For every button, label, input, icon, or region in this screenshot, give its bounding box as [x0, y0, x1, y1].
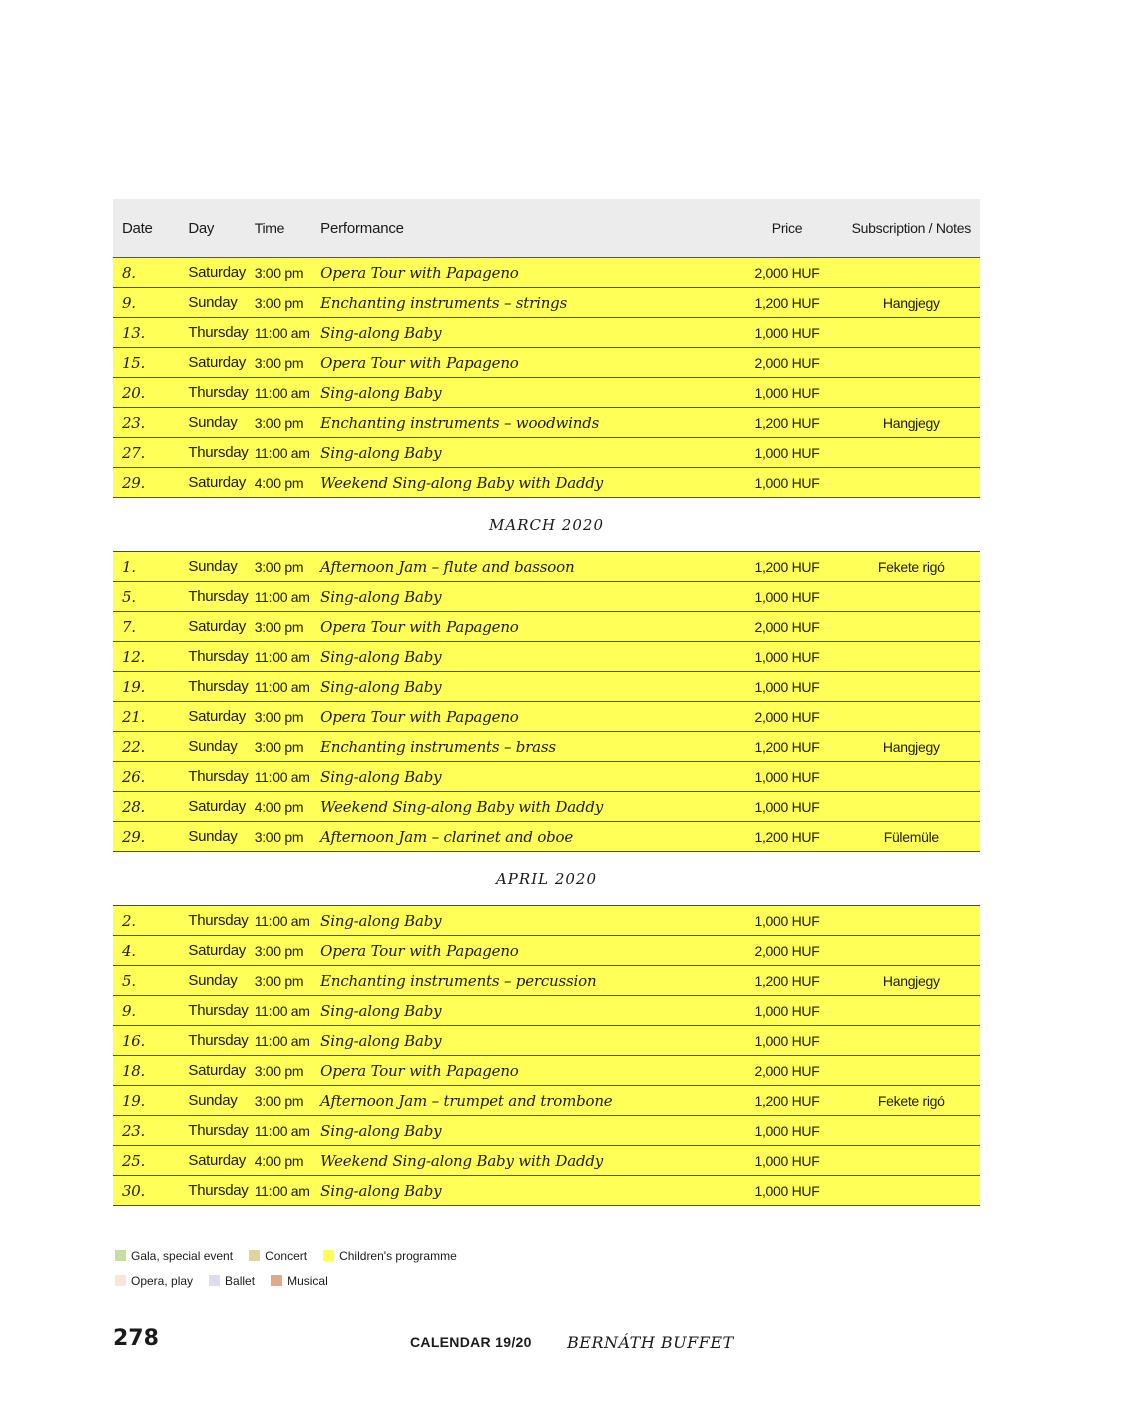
cell-time: 11:00 am — [254, 678, 310, 695]
legend-swatch — [115, 1250, 126, 1261]
cell-date: 2. — [122, 911, 136, 930]
legend-swatch — [249, 1250, 260, 1261]
cell-performance: Weekend Sing-along Baby with Daddy — [320, 1151, 604, 1170]
cell-day: Thursday — [188, 648, 249, 665]
cell-day: Sunday — [188, 558, 238, 575]
table-row — [113, 408, 980, 438]
legend-label: Children's programme — [339, 1248, 457, 1263]
legend-label: Gala, special event — [131, 1248, 234, 1263]
cell-date: 25. — [122, 1151, 145, 1170]
cell-price: 1,000 HUF — [754, 474, 820, 491]
cell-performance: Sing-along Baby — [320, 1001, 442, 1020]
cell-price: 1,000 HUF — [754, 678, 820, 695]
legend-label: Ballet — [225, 1273, 256, 1288]
calendar-table — [113, 199, 980, 1206]
cell-time: 11:00 am — [254, 1182, 310, 1199]
cell-time: 11:00 am — [254, 912, 310, 929]
cell-day: Saturday — [188, 1152, 246, 1169]
cell-date: 29. — [122, 473, 145, 492]
header-price: Price — [771, 220, 803, 236]
cell-time: 11:00 am — [254, 648, 310, 665]
table-row — [113, 438, 980, 468]
cell-time: 3:00 pm — [254, 1092, 304, 1109]
cell-day: Saturday — [188, 798, 246, 815]
table-row — [113, 792, 980, 822]
cell-day: Thursday — [188, 324, 249, 341]
table-row — [113, 612, 980, 642]
cell-date: 26. — [122, 767, 145, 786]
cell-notes: Fülemüle — [883, 828, 939, 845]
cell-date: 9. — [122, 293, 136, 312]
cell-day: Sunday — [188, 294, 238, 311]
cell-performance: Sing-along Baby — [320, 383, 442, 402]
cell-time: 3:00 pm — [254, 264, 304, 281]
cell-performance: Weekend Sing-along Baby with Daddy — [320, 473, 604, 492]
cell-date: 30. — [122, 1181, 145, 1200]
cell-time: 3:00 pm — [254, 618, 304, 635]
cell-day: Thursday — [188, 678, 249, 695]
cell-performance: Opera Tour with Papageno — [320, 263, 519, 282]
page-number: 278 — [113, 1326, 159, 1351]
header-time: Time — [254, 220, 285, 236]
cell-performance: Opera Tour with Papageno — [320, 1061, 519, 1080]
legend-item — [115, 1249, 233, 1263]
cell-date: 7. — [122, 617, 136, 636]
cell-performance: Sing-along Baby — [320, 767, 442, 786]
header-day: Day — [188, 219, 215, 237]
cell-price: 2,000 HUF — [754, 1062, 820, 1079]
table-row — [113, 468, 980, 498]
legend-swatch — [115, 1275, 126, 1286]
cell-day: Thursday — [188, 444, 249, 461]
cell-price: 1,200 HUF — [754, 828, 820, 845]
table-row — [113, 732, 980, 762]
cell-performance: Sing-along Baby — [320, 911, 442, 930]
cell-price: 1,000 HUF — [754, 768, 820, 785]
cell-performance: Enchanting instruments – woodwinds — [320, 413, 600, 432]
cell-day: Thursday — [188, 1002, 249, 1019]
legend-swatch — [323, 1250, 334, 1261]
cell-notes: Fekete rigó — [877, 558, 945, 575]
legend-swatch — [271, 1275, 282, 1286]
cell-performance: Sing-along Baby — [320, 677, 442, 696]
table-row — [113, 258, 980, 288]
table-row — [113, 1146, 980, 1176]
cell-time: 11:00 am — [254, 1002, 310, 1019]
cell-price: 1,000 HUF — [754, 912, 820, 929]
cell-day: Thursday — [188, 1182, 249, 1199]
month-title-march: MARCH 2020 — [489, 515, 604, 534]
april-rows — [113, 905, 980, 1206]
cell-price: 1,200 HUF — [754, 294, 820, 311]
cell-time: 3:00 pm — [254, 1062, 304, 1079]
cell-price: 1,000 HUF — [754, 588, 820, 605]
cell-notes: Hangjegy — [882, 294, 940, 311]
cell-price: 1,000 HUF — [754, 1032, 820, 1049]
cell-time: 3:00 pm — [254, 294, 304, 311]
table-row — [113, 642, 980, 672]
cell-date: 12. — [122, 647, 145, 666]
table-row — [113, 702, 980, 732]
cell-notes: Hangjegy — [882, 972, 940, 989]
footer-calendar: CALENDAR 19/20 — [410, 1334, 532, 1350]
legend-row — [115, 1243, 473, 1268]
cell-day: Saturday — [188, 354, 246, 371]
cell-date: 13. — [122, 323, 145, 342]
cell-performance: Sing-along Baby — [320, 647, 442, 666]
cell-time: 11:00 am — [254, 1032, 310, 1049]
cell-notes: Hangjegy — [882, 414, 940, 431]
cell-date: 28. — [122, 797, 145, 816]
cell-time: 11:00 am — [254, 324, 310, 341]
cell-performance: Sing-along Baby — [320, 1121, 442, 1140]
cell-day: Thursday — [188, 768, 249, 785]
cell-performance: Opera Tour with Papageno — [320, 941, 519, 960]
table-row — [113, 1176, 980, 1206]
cell-time: 3:00 pm — [254, 354, 304, 371]
cell-date: 4. — [122, 941, 136, 960]
cell-notes: Fekete rigó — [877, 1092, 945, 1109]
cell-time: 11:00 am — [254, 1122, 310, 1139]
cell-time: 4:00 pm — [254, 798, 304, 815]
cell-performance: Sing-along Baby — [320, 1031, 442, 1050]
cell-price: 1,200 HUF — [754, 1092, 820, 1109]
cell-day: Thursday — [188, 588, 249, 605]
cell-day: Saturday — [188, 708, 246, 725]
cell-performance: Opera Tour with Papageno — [320, 617, 519, 636]
table-row — [113, 966, 980, 996]
cell-performance: Weekend Sing-along Baby with Daddy — [320, 797, 604, 816]
cell-day: Thursday — [188, 384, 249, 401]
cell-price: 2,000 HUF — [754, 708, 820, 725]
cell-date: 23. — [122, 1121, 145, 1140]
table-row — [113, 672, 980, 702]
february-rows — [113, 258, 980, 498]
cell-day: Saturday — [188, 1062, 246, 1079]
cell-time: 11:00 am — [254, 444, 310, 461]
cell-time: 11:00 am — [254, 384, 310, 401]
cell-performance: Afternoon Jam – clarinet and oboe — [320, 827, 574, 846]
table-row — [113, 936, 980, 966]
cell-time: 3:00 pm — [254, 558, 304, 575]
table-row — [113, 318, 980, 348]
table-row — [113, 1086, 980, 1116]
cell-date: 9. — [122, 1001, 136, 1020]
cell-performance: Sing-along Baby — [320, 587, 442, 606]
table-row — [113, 1026, 980, 1056]
cell-price: 2,000 HUF — [754, 354, 820, 371]
cell-price: 2,000 HUF — [754, 264, 820, 281]
cell-day: Saturday — [188, 474, 246, 491]
month-title-april: APRIL 2020 — [495, 869, 598, 888]
cell-price: 2,000 HUF — [754, 942, 820, 959]
cell-day: Saturday — [188, 618, 246, 635]
cell-performance: Enchanting instruments – strings — [320, 293, 568, 312]
cell-performance: Sing-along Baby — [320, 443, 442, 462]
cell-price: 2,000 HUF — [754, 618, 820, 635]
cell-date: 19. — [122, 1091, 145, 1110]
cell-date: 5. — [122, 587, 136, 606]
cell-price: 1,000 HUF — [754, 444, 820, 461]
cell-day: Sunday — [188, 1092, 238, 1109]
cell-day: Sunday — [188, 738, 238, 755]
cell-time: 3:00 pm — [254, 738, 304, 755]
legend-row — [115, 1268, 473, 1293]
cell-date: 15. — [122, 353, 145, 372]
table-row — [113, 348, 980, 378]
cell-time: 4:00 pm — [254, 1152, 304, 1169]
cell-date: 1. — [122, 557, 136, 576]
cell-day: Sunday — [188, 828, 238, 845]
cell-time: 3:00 pm — [254, 828, 304, 845]
table-row — [113, 1056, 980, 1086]
cell-date: 16. — [122, 1031, 145, 1050]
cell-price: 1,000 HUF — [754, 798, 820, 815]
cell-price: 1,000 HUF — [754, 1152, 820, 1169]
header-date: Date — [122, 219, 153, 237]
cell-time: 11:00 am — [254, 588, 310, 605]
cell-performance: Afternoon Jam – flute and bassoon — [320, 557, 575, 576]
cell-time: 11:00 am — [254, 768, 310, 785]
cell-price: 1,000 HUF — [754, 1182, 820, 1199]
legend-item — [271, 1274, 328, 1288]
cell-performance: Opera Tour with Papageno — [320, 353, 519, 372]
table-header — [113, 199, 980, 258]
cell-day: Saturday — [188, 264, 246, 281]
cell-price: 1,200 HUF — [754, 558, 820, 575]
cell-price: 1,000 HUF — [754, 1122, 820, 1139]
cell-price: 1,200 HUF — [754, 972, 820, 989]
cell-price: 1,200 HUF — [754, 738, 820, 755]
table-row — [113, 822, 980, 852]
cell-date: 23. — [122, 413, 145, 432]
legend-label: Musical — [287, 1273, 328, 1288]
cell-day: Sunday — [188, 414, 238, 431]
cell-performance: Sing-along Baby — [320, 323, 442, 342]
header-performance: Performance — [320, 219, 404, 237]
cell-performance: Sing-along Baby — [320, 1181, 442, 1200]
cell-time: 3:00 pm — [254, 942, 304, 959]
cell-price: 1,000 HUF — [754, 384, 820, 401]
cell-day: Thursday — [188, 1122, 249, 1139]
table-row — [113, 582, 980, 612]
legend-label: Opera, play — [131, 1273, 194, 1288]
cell-date: 20. — [122, 383, 145, 402]
cell-performance: Enchanting instruments – percussion — [320, 971, 597, 990]
footer-title: BERNÁTH BUFFET — [567, 1333, 734, 1352]
cell-notes: Hangjegy — [882, 738, 940, 755]
cell-price: 1,000 HUF — [754, 648, 820, 665]
table-row — [113, 288, 980, 318]
legend-swatch — [209, 1275, 220, 1286]
cell-day: Thursday — [188, 1032, 249, 1049]
cell-date: 19. — [122, 677, 145, 696]
legend-item — [115, 1274, 193, 1288]
cell-date: 8. — [122, 263, 136, 282]
table-row — [113, 906, 980, 936]
march-rows — [113, 551, 980, 852]
cell-performance: Opera Tour with Papageno — [320, 707, 519, 726]
cell-time: 3:00 pm — [254, 414, 304, 431]
legend-item — [209, 1274, 255, 1288]
cell-price: 1,000 HUF — [754, 1002, 820, 1019]
cell-time: 3:00 pm — [254, 972, 304, 989]
cell-date: 27. — [122, 443, 145, 462]
legend-item — [323, 1249, 457, 1263]
cell-date: 18. — [122, 1061, 145, 1080]
cell-day: Thursday — [188, 912, 249, 929]
cell-performance: Enchanting instruments – brass — [320, 737, 556, 756]
legend-item — [249, 1249, 307, 1263]
cell-price: 1,200 HUF — [754, 414, 820, 431]
cell-time: 4:00 pm — [254, 474, 304, 491]
cell-date: 22. — [122, 737, 145, 756]
cell-price: 1,000 HUF — [754, 324, 820, 341]
cell-performance: Afternoon Jam – trumpet and trombone — [320, 1091, 613, 1110]
table-row — [113, 762, 980, 792]
header-notes: Subscription / Notes — [851, 220, 971, 236]
legend-label: Concert — [265, 1248, 308, 1263]
cell-day: Sunday — [188, 972, 238, 989]
cell-date: 29. — [122, 827, 145, 846]
table-row — [113, 996, 980, 1026]
table-row — [113, 378, 980, 408]
cell-date: 21. — [122, 707, 145, 726]
table-row — [113, 1116, 980, 1146]
cell-time: 3:00 pm — [254, 708, 304, 725]
cell-date: 5. — [122, 971, 136, 990]
table-row — [113, 552, 980, 582]
cell-day: Saturday — [188, 942, 246, 959]
legend — [115, 1243, 473, 1293]
